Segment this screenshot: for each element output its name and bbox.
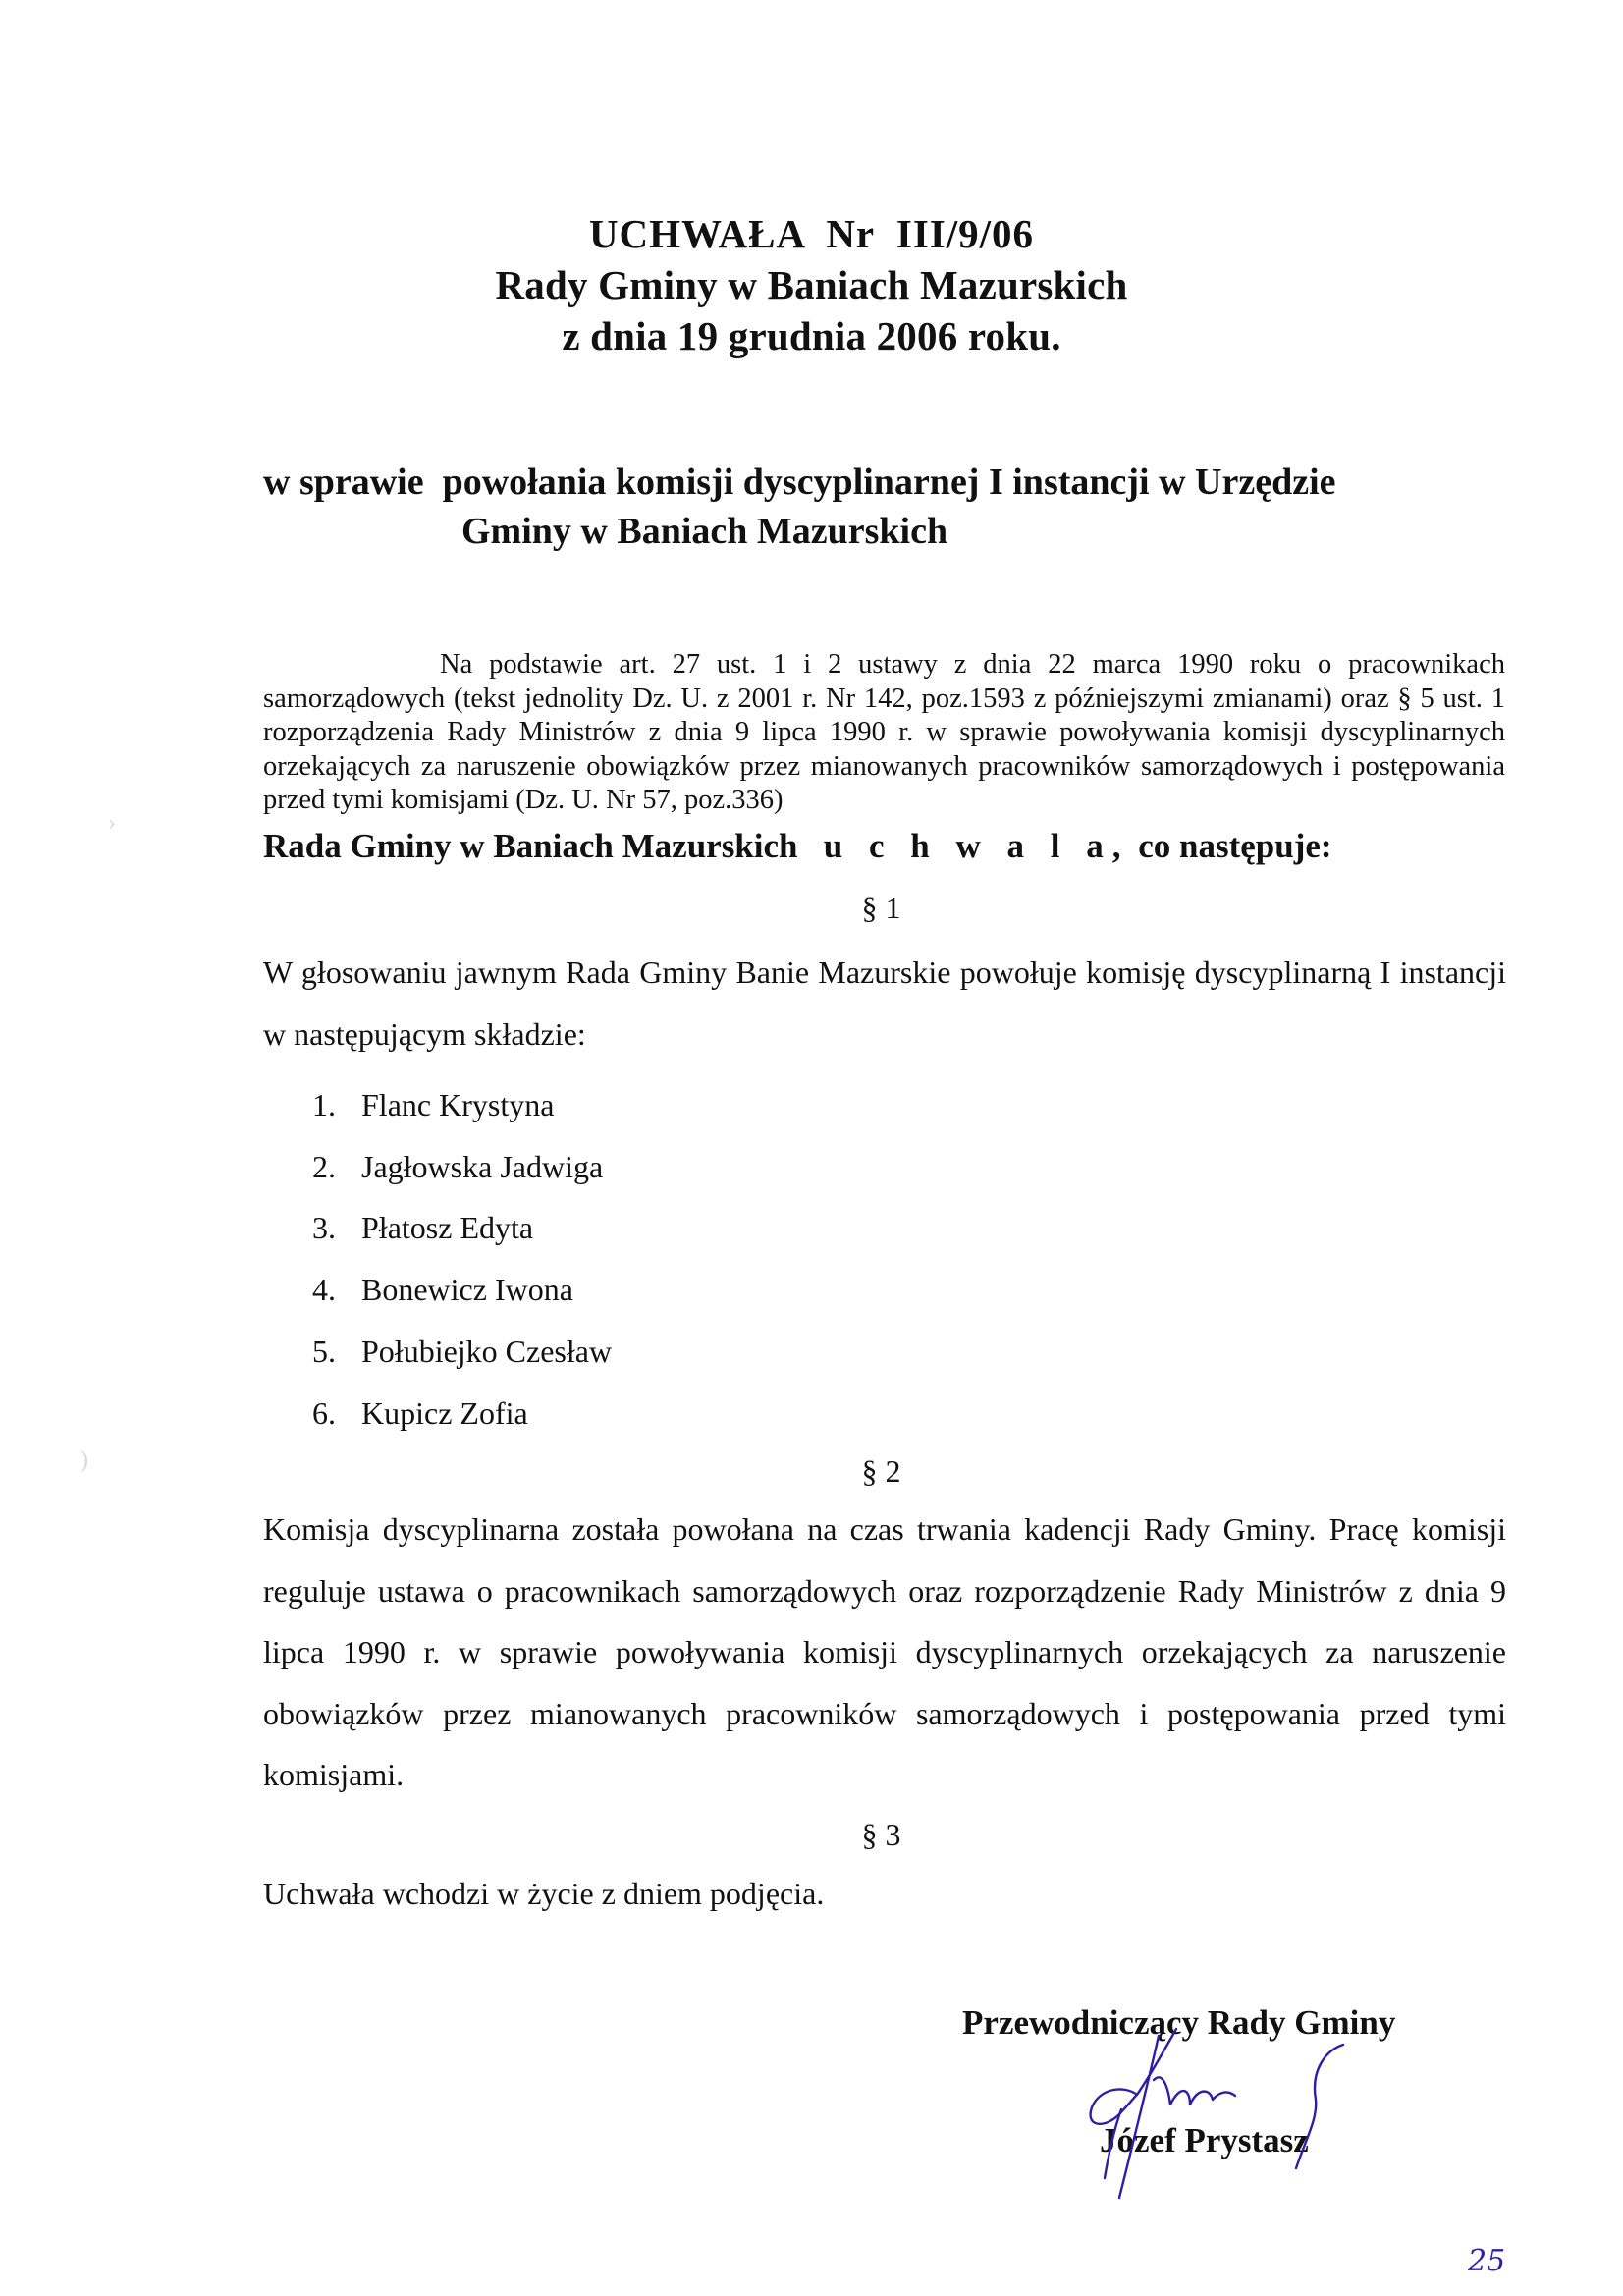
member-name: Flanc Krystyna bbox=[361, 1087, 555, 1122]
section-2-mark: § 2 bbox=[861, 1453, 901, 1489]
member-name: Kupicz Zofia bbox=[361, 1394, 528, 1431]
resolves-verb: u c h w a l a, bbox=[823, 827, 1130, 865]
member-name: Bonewicz Iwona bbox=[361, 1272, 573, 1308]
section-3-mark: § 3 bbox=[861, 1817, 901, 1852]
subject-line-1: w sprawie powołania komisji dyscyplinarnej I instancji w Urzędzie bbox=[263, 462, 1336, 503]
member-number: 4. bbox=[312, 1272, 336, 1308]
member-name: Płatosz Edyta bbox=[361, 1210, 534, 1246]
member-name: Jagłowska Jadwiga bbox=[361, 1148, 604, 1184]
list-item bbox=[312, 1136, 612, 1198]
subject-line-2: Gminy w Baniach Mazurskich bbox=[461, 511, 948, 552]
list-item bbox=[312, 1074, 612, 1136]
signature-stroke bbox=[1154, 2077, 1235, 2105]
signatory-name: Józef Prystasz bbox=[1100, 2121, 1309, 2159]
section-3-text: Uchwała wchodzi w życie z dniem podjęcia. bbox=[263, 1876, 825, 1911]
scan-artifact: › bbox=[108, 810, 116, 836]
resolution-issuer: Rady Gminy w Baniach Mazurskich bbox=[495, 262, 1128, 307]
resolution-number: UCHWAŁA Nr III/9/06 bbox=[588, 211, 1035, 256]
member-name: Połubiejko Czesław bbox=[361, 1333, 613, 1369]
member-number: 5. bbox=[312, 1333, 336, 1369]
signatory-title: Przewodniczący Rady Gminy bbox=[962, 2003, 1396, 2042]
scan-artifact: ) bbox=[81, 1448, 88, 1473]
legal-basis-paragraph: Na podstawie art. 27 ust. 1 i 2 ustawy z dnia 22 marca 1990 roku o pracownikach samorządowych (tekst jednolity Dz. U. z 2001 r. Nr 142, poz.1593 z późniejszymi zmianami) oraz § 5 ust. 1 rozporządzenia Rady Ministrów z dnia 9 lipca 1990 r. w sprawie powoływania komisji dyscyplinarnych orzekających za naruszenie obowiązków przez mianowanych pracowników samorządowych i postępowania przed tymi komisjami (Dz. U. Nr 57, poz.336) bbox=[263, 649, 1505, 815]
resolution-subject bbox=[263, 458, 1540, 556]
signature-stroke bbox=[1119, 2036, 1159, 2198]
member-number: 1. bbox=[312, 1087, 336, 1122]
resolution-title bbox=[0, 208, 1623, 361]
resolution-date: z dnia 19 grudnia 2006 roku. bbox=[562, 313, 1061, 358]
list-item bbox=[312, 1197, 612, 1259]
list-item bbox=[312, 1259, 612, 1321]
section-1-text: W głosowaniu jawnym Rada Gminy Banie Mazurskie powołuje komisję dyscyplinarną I instancji w następującym składzie: bbox=[263, 955, 1506, 1052]
member-number: 2. bbox=[312, 1148, 336, 1184]
resolves-body: Rada Gminy w Baniach Mazurskich bbox=[263, 827, 798, 865]
list-item bbox=[312, 1383, 612, 1445]
page-number: 25 bbox=[1468, 2244, 1506, 2278]
committee-members-list bbox=[312, 1074, 612, 1444]
member-number: 3. bbox=[312, 1210, 336, 1246]
section-2-text: Komisja dyscyplinarna została powołana na czas trwania kadencji Rady Gminy. Pracę komisji reguluje ustawa o pracownikach samorządowych oraz rozporządzenie Rady Ministrów z dnia 9 lipca 1990 r. w sprawie powoływania komisji dyscyplinarnych orzekających za naruszenie obowiązków przez mianowanych pracowników samorządowych i postępowania przed tymi komisjami. bbox=[263, 1511, 1506, 1792]
list-item bbox=[312, 1321, 612, 1383]
section-1-mark: § 1 bbox=[861, 890, 901, 925]
resolves-tail: co następuje: bbox=[1138, 827, 1332, 865]
resolves-clause bbox=[263, 825, 1540, 868]
member-number: 6. bbox=[312, 1394, 336, 1431]
